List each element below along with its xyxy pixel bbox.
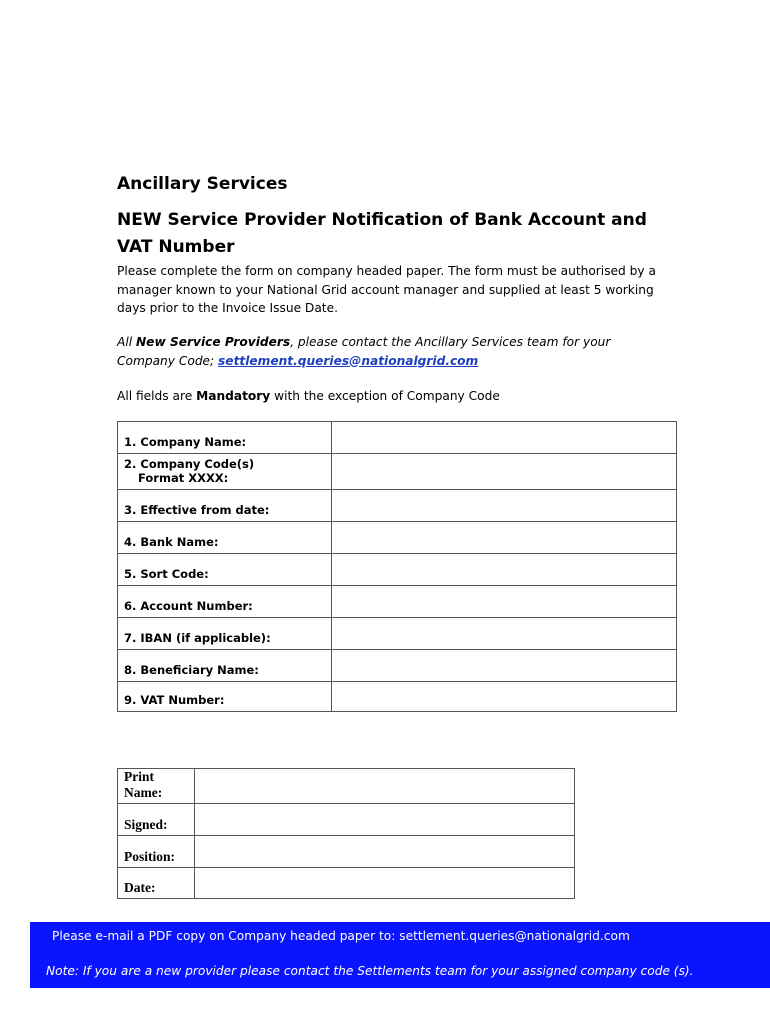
print-name-line2: Name: (124, 785, 163, 800)
vat-number-label: 9. VAT Number: (118, 682, 332, 712)
company-code-field[interactable] (331, 454, 676, 490)
intro-paragraph: Please complete the form on company headed paper. The form must be authorised by a manager known to your National Grid account manager and supplied at least 5 working days prior to the Invoice Issue Date. (117, 264, 656, 315)
table-row (118, 618, 677, 650)
iban-label: 7. IBAN (if applicable): (118, 618, 332, 650)
beneficiary-name-field[interactable] (331, 650, 676, 682)
signed-label: Signed: (118, 804, 195, 836)
banner-email-instruction: Please e-mail a PDF copy on Company headed paper to: settlement.queries@nationalgrid.com (52, 929, 630, 943)
iban-field[interactable] (331, 618, 676, 650)
settlement-email-link[interactable]: settlement.queries@nationalgrid.com (218, 353, 479, 368)
table-row (118, 650, 677, 682)
sort-code-field[interactable] (331, 554, 676, 586)
footer-banner (30, 922, 770, 988)
new-provider-note (117, 333, 662, 370)
table-row (118, 804, 575, 836)
beneficiary-name-label: 8. Beneficiary Name: (118, 650, 332, 682)
form-title: NEW Service Provider Notification of Bank Account and VAT Number (117, 210, 647, 257)
note-middle: , please contact the Ancillary Services team for your Company Code; (117, 335, 611, 368)
company-code-line2: Format XXXX: (138, 471, 229, 485)
signature-table (117, 768, 575, 899)
bank-name-label: 4. Bank Name: (118, 522, 332, 554)
date-field[interactable] (195, 868, 575, 899)
table-row (118, 522, 677, 554)
company-code-label (118, 454, 332, 490)
mandatory-prefix: All fields are (117, 389, 197, 403)
table-row (118, 554, 677, 586)
table-row (118, 836, 575, 868)
bank-name-field[interactable] (331, 522, 676, 554)
note-prefix: All (117, 335, 136, 349)
company-name-field[interactable] (331, 422, 676, 454)
mandatory-suffix: with the exception of Company Code (270, 389, 500, 403)
effective-date-field[interactable] (331, 490, 676, 522)
table-row (118, 586, 677, 618)
vat-number-field[interactable] (331, 682, 676, 712)
position-field[interactable] (195, 836, 575, 868)
company-code-line1: 2. Company Code(s) (124, 457, 255, 471)
account-number-label: 6. Account Number: (118, 586, 332, 618)
print-name-label (118, 769, 195, 804)
table-row (118, 769, 575, 804)
table-row (118, 422, 677, 454)
position-label: Position: (118, 836, 195, 868)
mandatory-note (117, 387, 500, 406)
table-row (118, 682, 677, 712)
bank-details-table (117, 421, 677, 712)
date-label: Date: (118, 868, 195, 899)
note-bold: New Service Providers (135, 335, 291, 349)
print-name-field[interactable] (195, 769, 575, 804)
section-heading: Ancillary Services (117, 174, 288, 194)
table-row (118, 868, 575, 899)
print-name-line1: Print (124, 769, 154, 784)
mandatory-bold: Mandatory (196, 389, 271, 403)
account-number-field[interactable] (331, 586, 676, 618)
table-row (118, 454, 677, 490)
table-row (118, 490, 677, 522)
sort-code-label: 5. Sort Code: (118, 554, 332, 586)
effective-date-label: 3. Effective from date: (118, 490, 332, 522)
company-name-label: 1. Company Name: (118, 422, 332, 454)
banner-note: Note: If you are a new provider please contact the Settlements team for your assigned company code (s). (46, 964, 694, 978)
signed-field[interactable] (195, 804, 575, 836)
